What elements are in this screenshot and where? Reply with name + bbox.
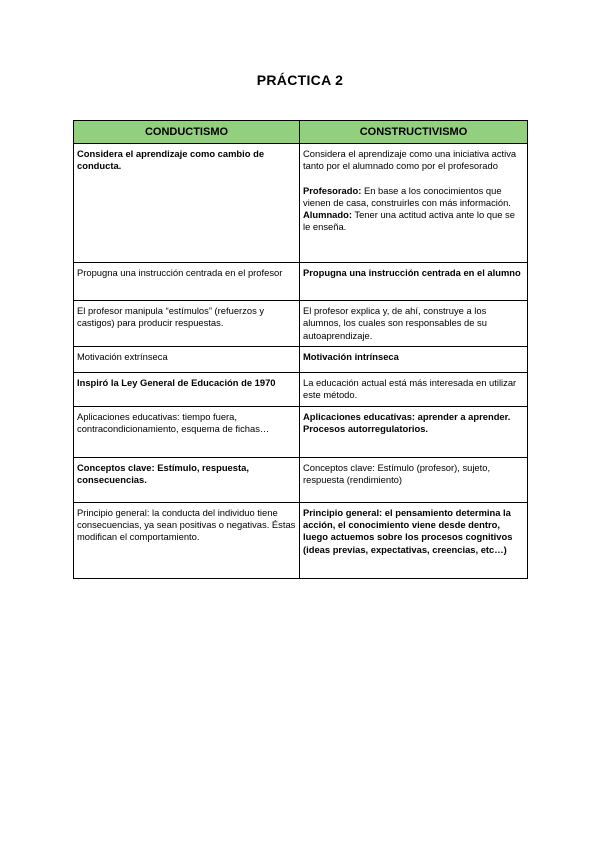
table-row bbox=[74, 144, 528, 263]
cell-conductismo: Propugna una instrucción centrada en el profesor bbox=[74, 263, 300, 301]
alumnado-label: Alumnado: bbox=[303, 209, 352, 221]
cell-constructivismo: Conceptos clave: Estímulo (profesor), sujeto, respuesta (rendimiento) bbox=[300, 457, 528, 502]
header-conductismo: CONDUCTISMO bbox=[74, 121, 300, 144]
cell-constructivismo: Principio general: el pensamiento determina la acción, el conocimiento viene desde dentro, luego actuemos sobre los procesos cognitivos (ideas previas, expectativas, creencias, etc…) bbox=[300, 502, 528, 578]
cell-conductismo: Principio general: la conducta del individuo tiene consecuencias, ya sean positivas o negativas. Éstas modifican el comportamiento. bbox=[74, 502, 300, 578]
cell-constructivismo: Motivación intrínseca bbox=[300, 346, 528, 372]
header-constructivismo: CONSTRUCTIVISMO bbox=[300, 121, 528, 144]
comparison-table bbox=[73, 120, 528, 579]
profesorado-text: En base a los conocimientos que vienen de casa, construirles con más información. bbox=[303, 184, 511, 208]
header-row bbox=[74, 121, 528, 144]
cell-constructivismo bbox=[300, 144, 528, 263]
alumnado-paragraph bbox=[303, 209, 524, 234]
table-row bbox=[74, 502, 528, 578]
cell-intro-text: Considera el aprendizaje como una iniciativa activa tanto por el alumnado como por el profesorado bbox=[303, 148, 517, 172]
cell-constructivismo: La educación actual está más interesada en utilizar este método. bbox=[300, 372, 528, 406]
table-row bbox=[74, 372, 528, 406]
table-row bbox=[74, 346, 528, 372]
cell-conductismo: El profesor manipula “estímulos” (refuerzos y castigos) para producir respuestas. bbox=[74, 301, 300, 347]
table-row bbox=[74, 301, 528, 347]
cell-conductismo: Motivación extrínseca bbox=[74, 346, 300, 372]
cell-conductismo: Aplicaciones educativas: tiempo fuera, contracondicionamiento, esquema de fichas… bbox=[74, 406, 300, 457]
cell-conductismo: Considera el aprendizaje como cambio de conducta. bbox=[74, 144, 300, 263]
page-title: PRÁCTICA 2 bbox=[256, 72, 344, 88]
table-row bbox=[74, 406, 528, 457]
cell-constructivismo: Aplicaciones educativas: aprender a aprender. Procesos autorregulatorios. bbox=[300, 406, 528, 457]
profesorado-paragraph bbox=[303, 185, 524, 210]
cell-conductismo: Inspiró la Ley General de Educación de 1970 bbox=[74, 372, 300, 406]
table-row bbox=[74, 457, 528, 502]
profesorado-label: Profesorado: bbox=[303, 184, 362, 196]
alumnado-text: Tener una actitud activa ante lo que se le enseña. bbox=[303, 209, 515, 233]
cell-constructivismo: Propugna una instrucción centrada en el alumno bbox=[300, 263, 528, 301]
table-row bbox=[74, 263, 528, 301]
cell-constructivismo: El profesor explica y, de ahí, construye a los alumnos, los cuales son responsables de su autoaprendizaje. bbox=[300, 301, 528, 347]
cell-conductismo: Conceptos clave: Estímulo, respuesta, consecuencias. bbox=[74, 457, 300, 502]
